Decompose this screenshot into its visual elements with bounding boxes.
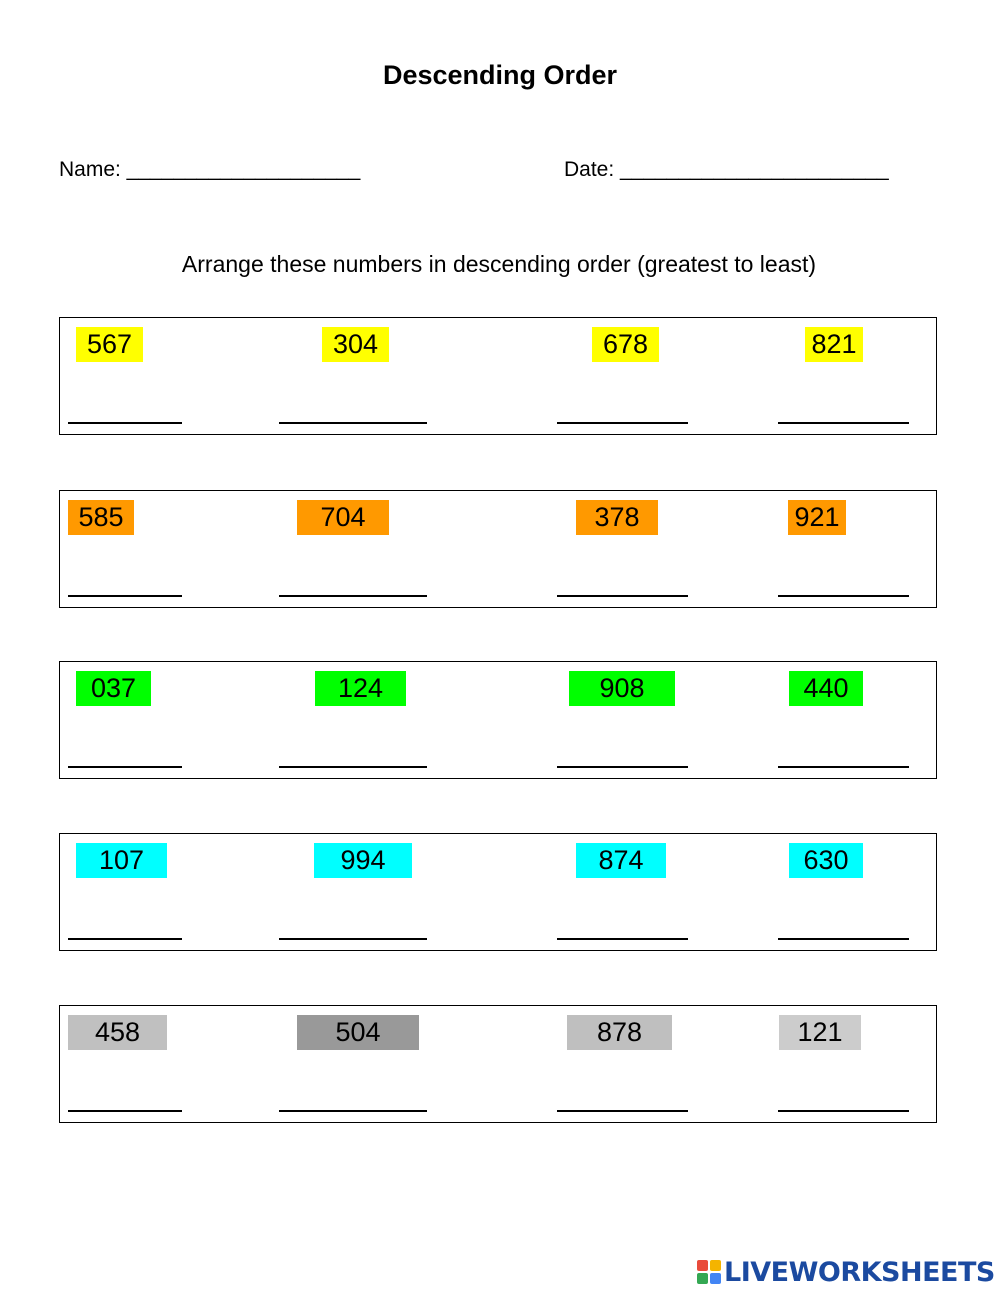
answer-blank[interactable] <box>778 938 909 940</box>
number-box: 458 <box>68 1015 167 1050</box>
liveworksheets-logo[interactable] <box>697 1256 995 1288</box>
number-box: 874 <box>576 843 666 878</box>
answer-blank[interactable] <box>557 766 688 768</box>
number-box: 921 <box>788 500 846 535</box>
answer-blank[interactable] <box>557 938 688 940</box>
logo-cubes-icon <box>697 1260 721 1284</box>
answer-blank[interactable] <box>557 1110 688 1112</box>
answer-blank[interactable] <box>557 595 688 597</box>
number-row-2 <box>59 490 937 608</box>
number-box: 585 <box>68 500 134 535</box>
number-box: 821 <box>805 327 863 362</box>
number-row-5 <box>59 1005 937 1123</box>
number-box: 994 <box>314 843 412 878</box>
answer-blank[interactable] <box>68 766 182 768</box>
number-row-1 <box>59 317 937 435</box>
answer-blank[interactable] <box>279 938 427 940</box>
answer-blank[interactable] <box>279 595 427 597</box>
logo-text: LIVEWORKSHEETS <box>724 1256 995 1288</box>
answer-blank[interactable] <box>279 422 427 424</box>
answer-blank[interactable] <box>778 766 909 768</box>
answer-blank[interactable] <box>279 766 427 768</box>
number-box: 121 <box>779 1015 861 1050</box>
number-row-4 <box>59 833 937 951</box>
number-box: 567 <box>76 327 143 362</box>
answer-blank[interactable] <box>557 422 688 424</box>
answer-blank[interactable] <box>68 1110 182 1112</box>
answer-blank[interactable] <box>778 422 909 424</box>
instructions: Arrange these numbers in descending order (greatest to least) <box>181 251 817 277</box>
answer-blank[interactable] <box>778 1110 909 1112</box>
answer-blank[interactable] <box>68 938 182 940</box>
worksheet-title: Descending Order <box>382 60 618 90</box>
answer-blank[interactable] <box>68 422 182 424</box>
number-box: 630 <box>789 843 863 878</box>
number-box: 304 <box>322 327 389 362</box>
number-box: 440 <box>789 671 863 706</box>
date-field[interactable]: Date: _______________________ <box>564 158 889 181</box>
number-box: 678 <box>592 327 659 362</box>
number-box: 124 <box>315 671 406 706</box>
number-row-3 <box>59 661 937 779</box>
name-field[interactable]: Name: ____________________ <box>59 158 361 181</box>
number-box: 037 <box>76 671 151 706</box>
number-box: 704 <box>297 500 389 535</box>
number-box: 908 <box>569 671 675 706</box>
answer-blank[interactable] <box>68 595 182 597</box>
number-box: 504 <box>297 1015 419 1050</box>
answer-blank[interactable] <box>778 595 909 597</box>
number-box: 107 <box>76 843 167 878</box>
number-box: 878 <box>567 1015 672 1050</box>
number-box: 378 <box>576 500 658 535</box>
answer-blank[interactable] <box>279 1110 427 1112</box>
